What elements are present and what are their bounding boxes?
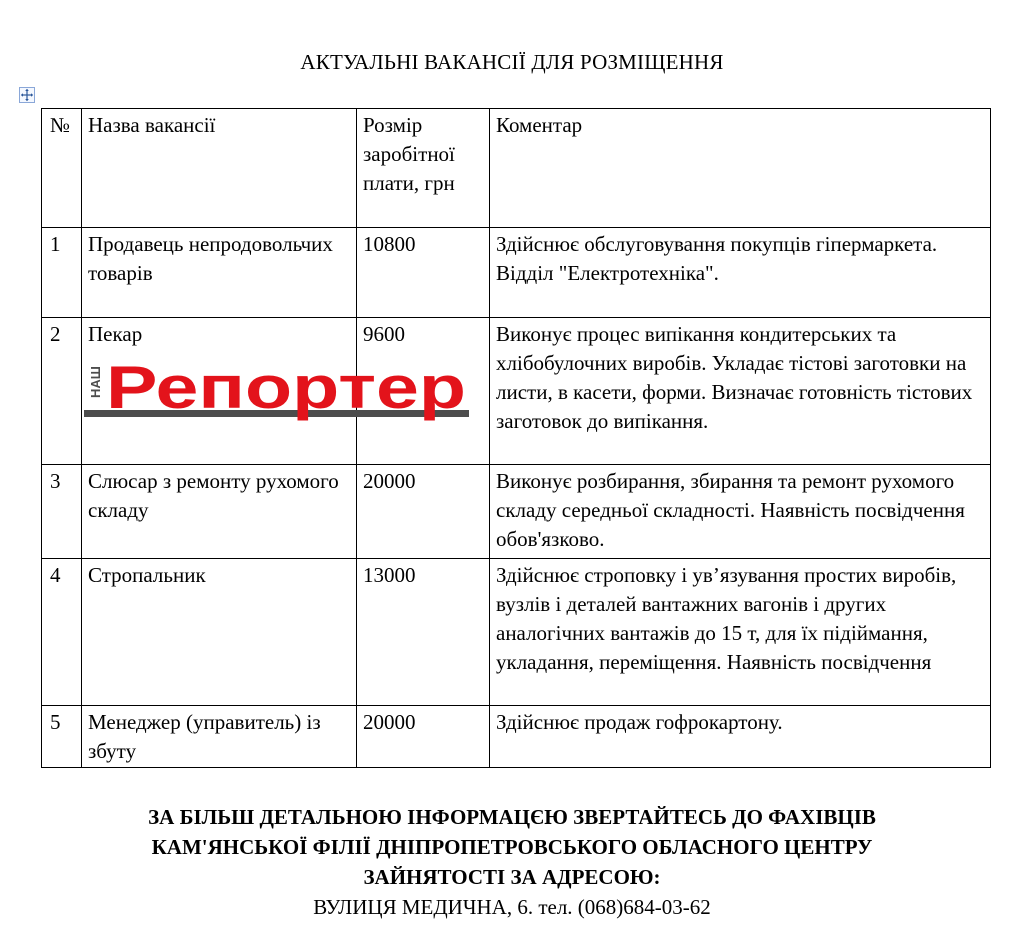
vacancy-salary: 20000 [357, 465, 490, 559]
nash-reporter-logo [84, 354, 469, 426]
header-salary: Розмір заробітної плати, грн [357, 109, 490, 228]
vacancy-name: Пекар [88, 322, 143, 346]
footer-line-2: КАМ'ЯНСЬКОЇ ФІЛІЇ ДНІПРОПЕТРОВСЬКОГО ОБЛАСНОГО ЦЕНТРУ [151, 835, 873, 859]
vacancy-salary: 10800 [357, 228, 490, 318]
footer-line-3: ЗАЙНЯТОСТІ ЗА АДРЕСОЮ: [363, 865, 661, 889]
vacancy-name: Стропальник [82, 559, 357, 706]
contact-footer [0, 802, 1024, 922]
document-title: АКТУАЛЬНІ ВАКАНСІЇ ДЛЯ РОЗМІЩЕННЯ [300, 50, 724, 74]
table-row [42, 228, 991, 318]
table-move-handle-icon[interactable] [19, 87, 35, 103]
header-comment: Коментар [490, 109, 991, 228]
vacancy-comment: Виконує процес випікання кондитерських та хлібобулочних виробів. Укладає тістові заготовки на листи, в касети, форми. Визначає готовність тістових заготовок до випікання. [490, 318, 991, 465]
logo-main-text: Репортер [106, 354, 466, 421]
header-number: № [42, 109, 82, 228]
vacancy-name: Слюсар з ремонту рухомого складу [82, 465, 357, 559]
row-number: 3 [42, 465, 82, 559]
vacancy-comment: Здійснює обслуговування покупців гіпермаркета. Відділ "Електротехніка". [490, 228, 991, 318]
footer-line-1: ЗА БІЛЬШ ДЕТАЛЬНОЮ ІНФОРМАЦЄЮ ЗВЕРТАЙТЕСЬ ДО ФАХІВЦІВ [148, 805, 876, 829]
row-number: 4 [42, 559, 82, 706]
table-header-row [42, 109, 991, 228]
header-vacancy-name: Назва вакансії [82, 109, 357, 228]
vacancy-comment: Виконує розбирання, збирання та ремонт рухомого складу середньої складності. Наявність посвідчення обов'язково. [490, 465, 991, 559]
table-row [42, 465, 991, 559]
table-row [42, 318, 991, 465]
vacancy-salary: 13000 [357, 559, 490, 706]
vacancy-salary: 20000 [357, 706, 490, 768]
vacancies-table [41, 108, 991, 768]
vacancy-comment-cell [490, 559, 991, 706]
vacancy-salary: 9600 [357, 318, 490, 465]
vacancy-name: Продавець непродовольчих товарів [82, 228, 357, 318]
vacancy-comment: Здійснює продаж гофрокартону. [490, 706, 991, 768]
row-number: 1 [42, 228, 82, 318]
footer-address-phone: ВУЛИЦЯ МЕДИЧНА, 6. тел. (068)684-03-62 [313, 895, 711, 919]
row-number: 2 [42, 318, 82, 465]
table-row [42, 706, 991, 768]
logo-small-text: НАШ [88, 366, 103, 398]
vacancy-comment: Здійснює строповку і ув’язування простих виробів, вузлів і деталей вантажних вагонів і других аналогічних вантажів до 15 т, для їх підіймання, укладання, переміщення. Наявність посвідчення [496, 563, 957, 674]
vacancy-name: Менеджер (управитель) із збуту [82, 706, 357, 768]
table-row [42, 559, 991, 706]
row-number: 5 [42, 706, 82, 768]
